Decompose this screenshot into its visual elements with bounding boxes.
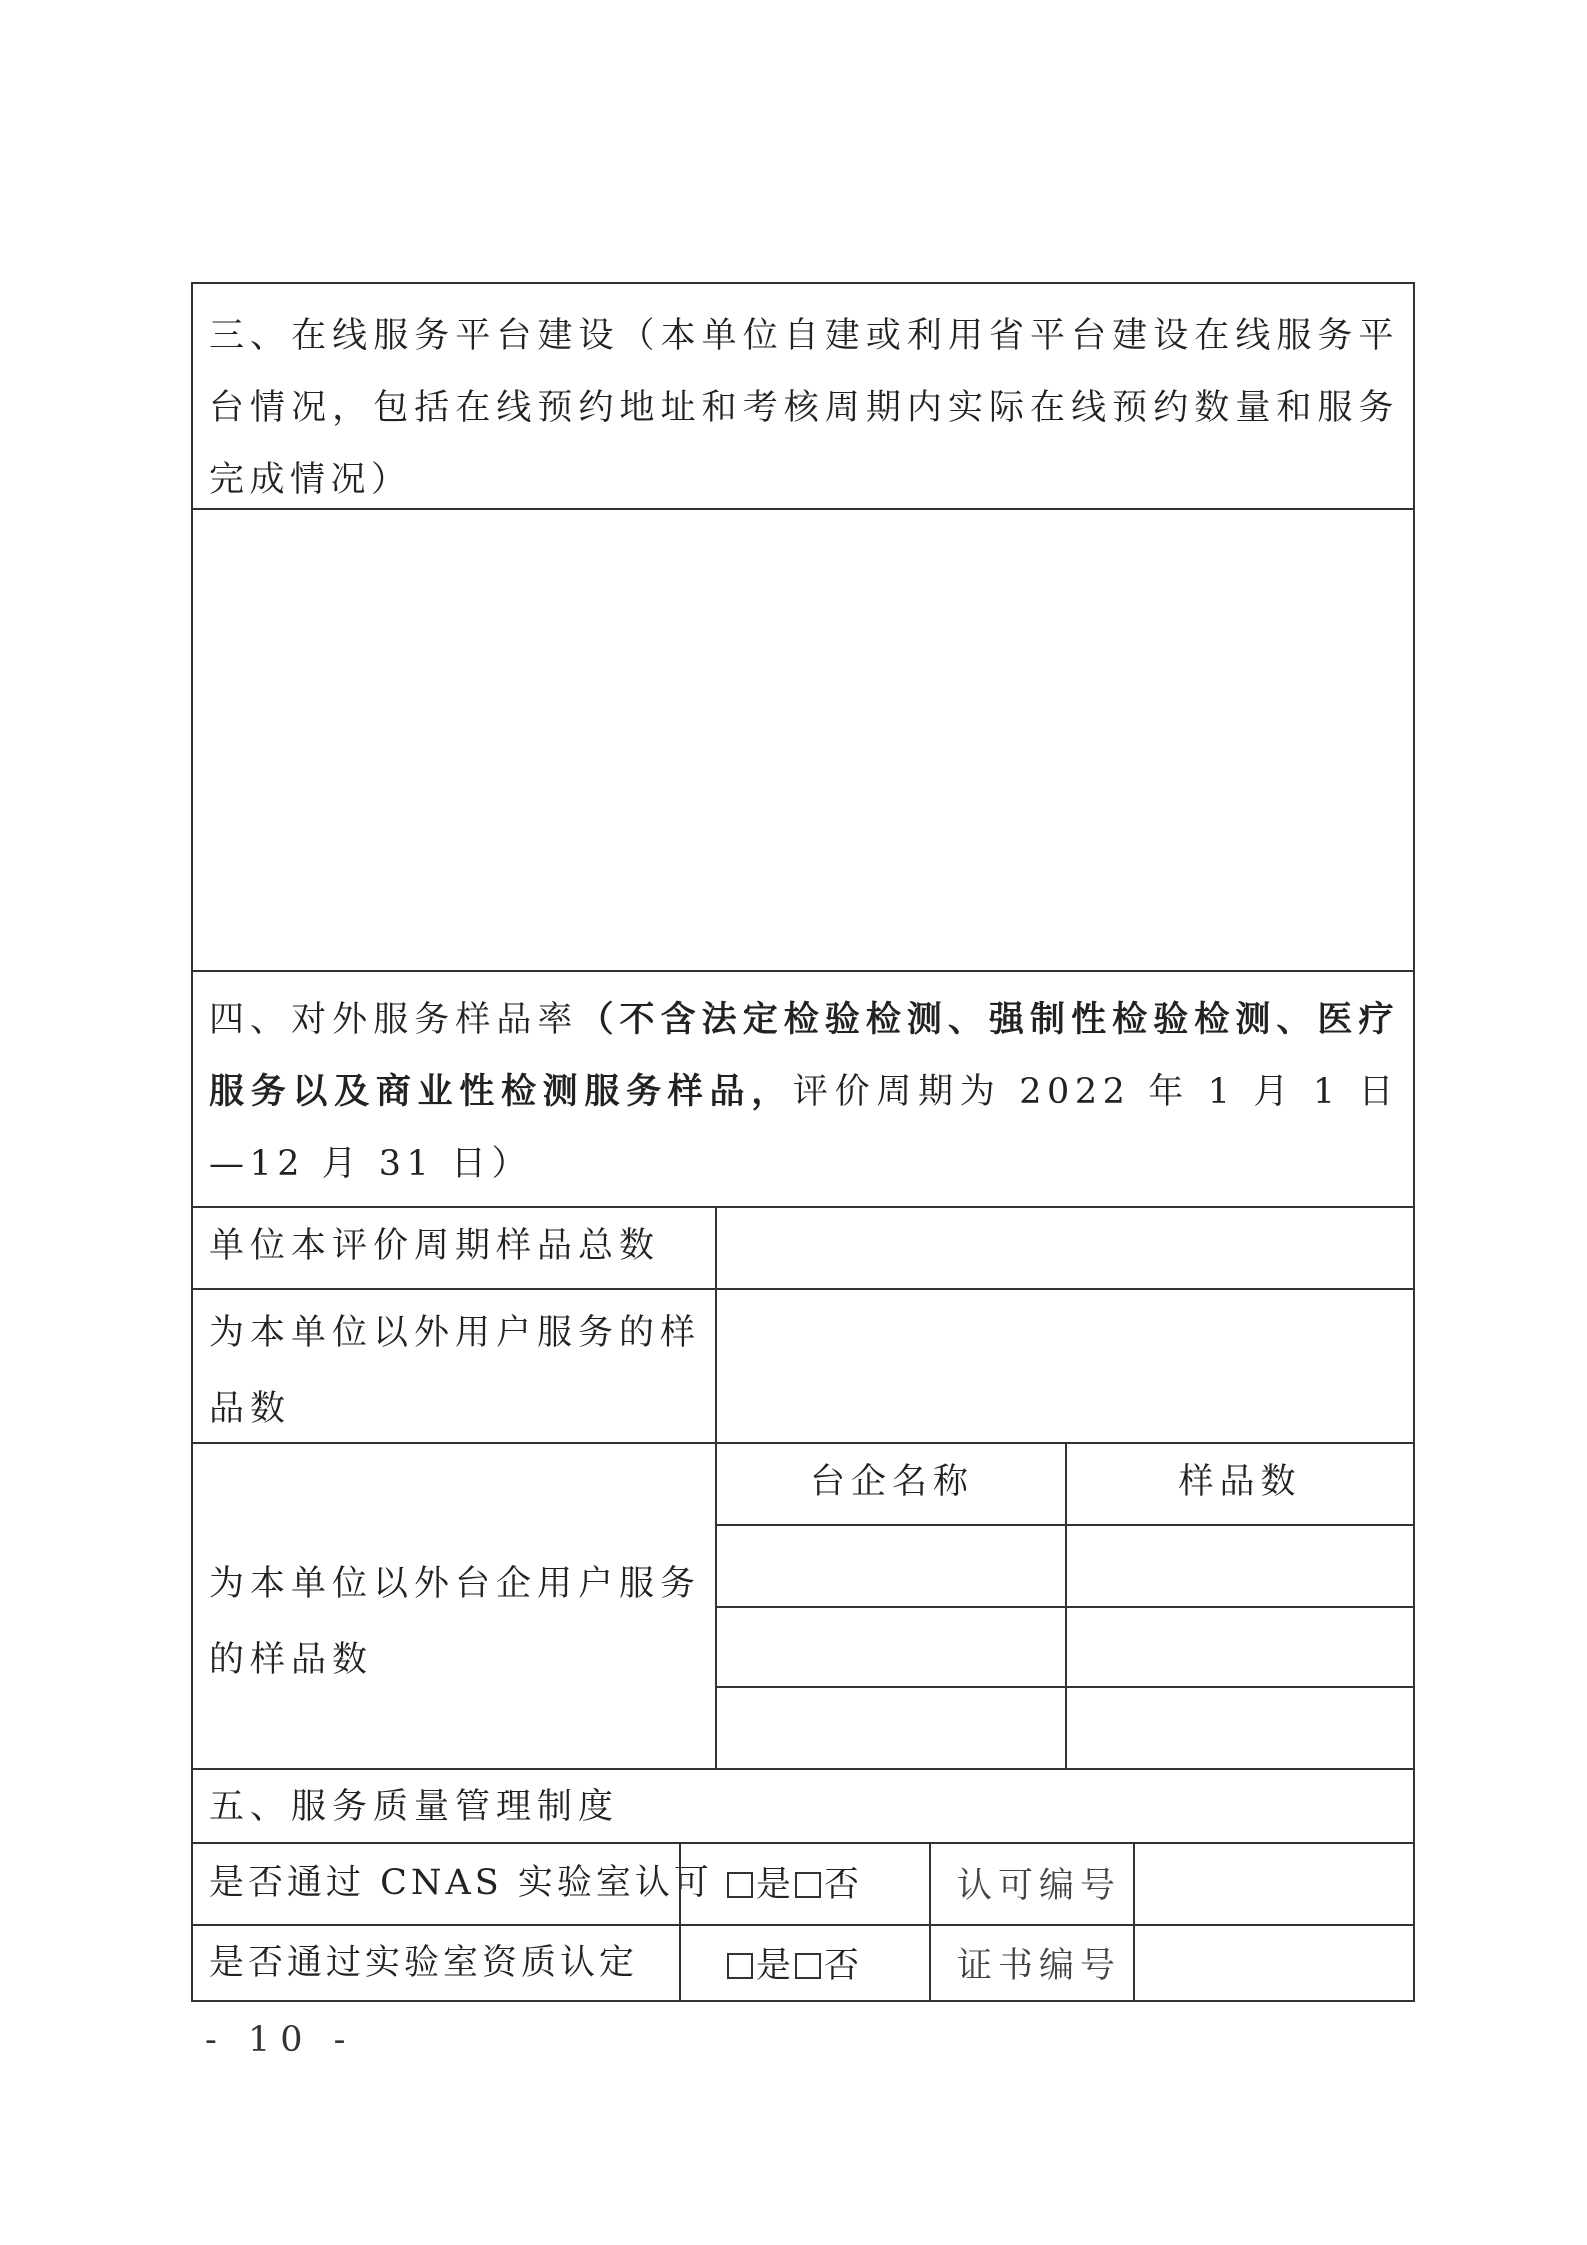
evaluation-form-table: [191, 282, 1415, 2002]
divider: [193, 1442, 1413, 1444]
taiwan-count-header: 样品数: [1178, 1462, 1302, 1502]
cnas-yes-label: 是: [756, 1865, 794, 1905]
cnas-no-label: 否: [824, 1865, 862, 1905]
section3-title: 三、在线服务平台建设（本单位自建或利用省平台建设在线服务平台情况，包括在线预约地址和考核周期内实际在线预约数量和服务完成情况）: [209, 316, 1399, 500]
divider: [1065, 1442, 1067, 1768]
external-samples-label: 为本单位以外用户服务的样品数: [209, 1313, 702, 1429]
divider: [193, 508, 1413, 510]
divider: [929, 1842, 931, 2002]
divider: [193, 970, 1413, 972]
divider: [193, 1842, 1413, 1844]
taiwan-count-1[interactable]: [1069, 1528, 1411, 1604]
taiwan-company-1[interactable]: [719, 1528, 1063, 1604]
total-samples-label: 单位本评价周期样品总数: [209, 1226, 661, 1266]
taiwan-count-3[interactable]: [1069, 1690, 1411, 1766]
external-samples-value[interactable]: [719, 1292, 1411, 1440]
section4-title: [209, 984, 1399, 1200]
certificate-number-label: 证书编号: [957, 1946, 1122, 1986]
qualification-no-label: 否: [824, 1946, 862, 1986]
cnas-options: [725, 1865, 861, 1905]
qualification-no-checkbox[interactable]: [795, 1953, 821, 1979]
section5-title: 五、服务质量管理制度: [209, 1787, 620, 1827]
certificate-number-value[interactable]: [1137, 1928, 1411, 2000]
accreditation-number-value[interactable]: [1137, 1846, 1411, 1922]
qualification-yes-checkbox[interactable]: [727, 1953, 753, 1979]
divider: [715, 1206, 717, 1768]
section4-title-exclusions: （不含法定检验检测、强制性检验检测、医疗服务以及商业性检测服务样品，: [209, 999, 1399, 1112]
taiwan-samples-label: 为本单位以外台企用户服务的样品数: [209, 1564, 702, 1680]
total-samples-value[interactable]: [719, 1210, 1411, 1286]
taiwan-count-2[interactable]: [1069, 1610, 1411, 1686]
cnas-no-checkbox[interactable]: [795, 1872, 821, 1898]
taiwan-company-header: 台企名称: [809, 1462, 974, 1502]
accreditation-number-label: 认可编号: [957, 1866, 1122, 1906]
cnas-yes-checkbox[interactable]: [727, 1872, 753, 1898]
page-number: - 10 -: [205, 2020, 356, 2060]
divider: [679, 1842, 681, 2002]
divider: [1133, 1842, 1135, 2002]
divider: [193, 1288, 1413, 1290]
section4-title-period: 评价周期为 2022 年 1 月 1 日—12 月 31 日）: [209, 1072, 1399, 1184]
qualification-yes-label: 是: [756, 1946, 794, 1986]
taiwan-company-2[interactable]: [719, 1610, 1063, 1686]
section4-title-prefix: 四、对外服务样品率: [209, 1000, 579, 1040]
divider: [193, 1924, 1413, 1926]
section3-answer-area[interactable]: [195, 512, 1411, 968]
qualification-options: [725, 1946, 861, 1986]
taiwan-company-3[interactable]: [719, 1690, 1063, 1766]
cnas-label: 是否通过 CNAS 实验室认可: [209, 1863, 713, 1903]
divider: [193, 1206, 1413, 1208]
qualification-label: 是否通过实验室资质认定: [209, 1943, 639, 1983]
